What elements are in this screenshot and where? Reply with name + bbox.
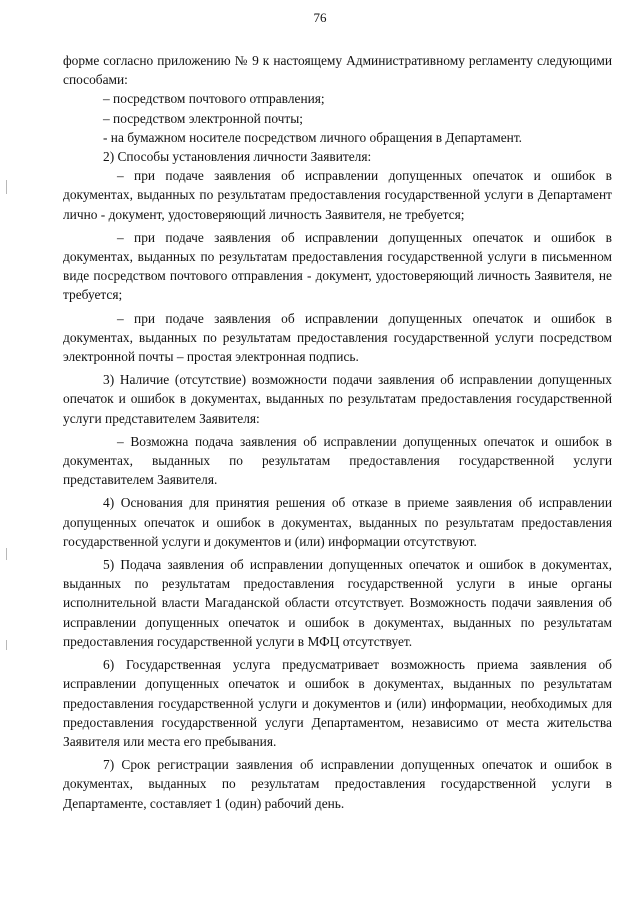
section-7-paragraph: 7) Срок регистрации заявления об исправлении допущенных опечаток и ошибок в документах, выданных по результатам предоставления государственной услуги в Департаменте, составляет 1 (один) рабочий день.	[63, 757, 612, 811]
section-2-item-email: – при подаче заявления об исправлении допущенных опечаток и ошибок в документах, выданных по результатам предоставления государственной услуги посредством электронной почты – простая электронная подпись.	[63, 310, 612, 365]
section-2-item-post: – при подаче заявления об исправлении допущенных опечаток и ошибок в документах, выданных по результатам предоставления государственной услуги в письменном виде посредством почтового отправления - документ, удостоверяющий личность Заявителя, не требуется;	[63, 229, 612, 303]
section-3-paragraph: 3) Наличие (отсутствие) возможности подачи заявления об исправлении допущенных опечаток и ошибок в документах, выданных по результатам предоставления государственной услуги представителем Заявителя:	[63, 372, 612, 426]
method-item-mail: – посредством почтового отправления;	[103, 91, 325, 107]
intro-paragraph: форме согласно приложению № 9 к настоящему Административному регламенту следующими способами:	[63, 53, 612, 88]
section-3-item: – Возможна подача заявления об исправлении допущенных опечаток и ошибок в документах, выданных по результатам предоставления государственной услуги представителем Заявителя.	[63, 433, 612, 488]
section-2-title: 2) Способы установления личности Заявителя:	[103, 149, 372, 165]
scan-edge-mark	[6, 548, 7, 560]
document-body	[63, 51, 612, 817]
section-5-paragraph: 5) Подача заявления об исправлении допущенных опечаток и ошибок в документах, выданных по результатам предоставления государственной услуги в иные органы исполнительной власти Магаданской области отсутствует. Возможность подачи заявления об исправлении допущенных опечаток и ошибок в документах, выданных по результатам предоставления государственной услуги в МФЦ отсутствует.	[63, 557, 612, 649]
scan-edge-mark	[6, 180, 7, 194]
method-item-paper: - на бумажном носителе посредством личного обращения в Департамент.	[103, 129, 523, 145]
section-4-paragraph: 4) Основания для принятия решения об отказе в приеме заявления об исправлении допущенных опечаток и ошибок в документах, выданных по результатам предоставления государственной услуги и документов и (или) информации отсутствуют.	[63, 495, 612, 549]
method-item-email: – посредством электронной почты;	[103, 110, 303, 126]
section-2-item-in-person: – при подаче заявления об исправлении допущенных опечаток и ошибок в документах, выданных по результатам предоставления государственной услуги в Департамент лично - документ, удостоверяющий личность Заявителя, не требуется;	[63, 168, 612, 222]
scan-edge-mark	[6, 640, 7, 650]
page-number: 76	[313, 10, 327, 25]
section-6-paragraph: 6) Государственная услуга предусматривает возможность приема заявления об исправлении допущенных опечаток и ошибок в документах, выданных по результатам предоставления государственной услуги и документов и (или) информации, необходимых для предоставления государственной услуги Департаментом, независимо от места жительства Заявителя или места его пребывания.	[63, 657, 612, 749]
